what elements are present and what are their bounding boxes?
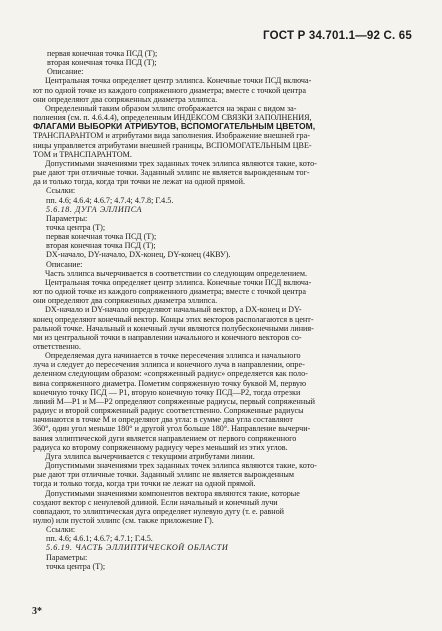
text-line: они определяют два сопряженных диаметра эллипса.	[33, 296, 218, 306]
text-line: Допустимыми значениями трех заданных точек эллипса являются такие, кото-	[45, 461, 317, 471]
text-line: начинаются в точке М и определяют два угла: в сумме два угла составляют	[33, 415, 293, 425]
text-line: деленном следующим образом: «сопряженный радиус» определяется как поло-	[33, 369, 308, 379]
text-line: Параметры:	[46, 213, 88, 223]
text-line: они определяют два сопряженных диаметра эллипса.	[33, 94, 218, 104]
text-line: Ссылки:	[46, 525, 76, 535]
text-line: Центральная точка определяет центр эллипса. Конечные точки ПСД включа-	[45, 76, 312, 86]
text-line: 360°, один угол меньше 180° и другой угол больше 180°. Направление вычерчи-	[33, 424, 311, 434]
text-line: рые дают три отличные точки. Заданный эллипс не является вырожденным	[33, 470, 294, 480]
section-heading: 5.6.18. ДУГА ЭЛЛИПСА	[46, 204, 143, 214]
text-line: ницы управляется атрибутами внешней границы, ВСПОМОГАТЕЛЬНЫМ ЦВЕ-	[33, 140, 312, 150]
text-line: да и только тогда, когда три точки не лежат на одной прямой.	[33, 177, 245, 187]
text-line: Допустимыми значениями компонентов вектора являются такие, которые	[45, 488, 300, 498]
text-line: точка центра (Т);	[46, 561, 106, 571]
text-line: пп. 4.6; 4.6.1; 4.6.7; 4.7.1; Г.4.5.	[46, 534, 153, 544]
document-body	[33, 49, 411, 571]
text-line: ТОМ и ТРАНСПАРАНТОМ.	[33, 149, 132, 159]
text-line: DX-начало, DY-начало, DX-конец, DY-конец (4КВУ).	[46, 250, 231, 260]
text-line: точка центра (Т);	[46, 222, 106, 232]
text-line: радиус и второй сопряженный радиус соответственно. Сопряженные радиусы	[33, 406, 304, 416]
text-line: Параметры:	[46, 552, 88, 562]
text-line: совпадают, то эллиптическая дуга определяет нулевую дугу (т. е. равной	[33, 506, 285, 516]
text-line: конец определяют конечный вектор. Концы этих векторов располагаются в цент-	[33, 314, 314, 324]
text-line: нулю) или пустой эллипс (см. также приложение Г).	[33, 515, 214, 525]
text-line: Допустимыми значениями трех заданных точек эллипса являются такие, кото-	[45, 158, 317, 168]
text-line: ральной точке. Начальный и конечный лучи являются полубесконечными линия-	[33, 323, 314, 333]
text-line: полнения (см. п. 4.6.4.4), определенным ИНДЕКСОМ СВЯЗКИ ЗАПОЛНЕНИЯ,	[33, 113, 312, 123]
text-line: Ссылки:	[46, 186, 76, 196]
text-line: Описание:	[46, 259, 83, 269]
page-mark: 3*	[32, 606, 42, 617]
text-line: первая конечная точка ПСД (Т);	[46, 232, 157, 242]
text-line: ответственно.	[33, 342, 81, 351]
text-line: Определяемая дуга начинается в точке пересечения эллипса и начального	[45, 351, 301, 361]
page-header: ГОСТ Р 34.701.1—92 С. 65	[263, 30, 412, 42]
text-line: вторая конечная точка ПСД (Т);	[46, 241, 156, 251]
text-line: первая конечная точка ПСД (Т);	[47, 49, 158, 58]
text-line: ФЛАГАМИ ВЫБОРКИ АТРИБУТОВ, ВСПОМОГАТЕЛЬНЫМ ЦВЕТОМ,	[33, 121, 316, 132]
text-line: Дуга эллипса вычерчивается с текущими атрибутами линии.	[45, 451, 255, 461]
text-line: ми из центральной точки в направлении начального и конечного векторов со-	[33, 332, 302, 342]
text-line: тогда и только тогда, когда три точки не лежат на одной прямой.	[33, 479, 256, 489]
text-line: луча и следует до пересечения эллипса и конечного луча в направлении, опре-	[33, 360, 305, 370]
text-line: вания эллиптической дуги является направлением от первого сопряженного	[33, 433, 297, 443]
text-line: ТРАНСПАРАНТОМ и атрибутами вида заполнения. Изображение внешней гра-	[33, 131, 310, 141]
section-heading: 5.6.19. ЧАСТЬ ЭЛЛИПТИЧЕСКОЙ ОБЛАСТИ	[46, 543, 229, 553]
text-line: DX-начало и DY-начало определяют начальный вектор, а DX-конец и DY-	[45, 305, 302, 315]
text-line: ют по одной точке из каждого сопряженного диаметра; вместе с точкой центра	[33, 287, 306, 297]
text-line: линий М—Р1 и М—Р2 определяют сопряженные радиусы, первый сопряженный	[33, 396, 316, 406]
text-line: рые дают три отличные точки. Заданный эллипс не является вырожденным тог-	[33, 168, 310, 178]
text-line: вторая конечная точка ПСД (Т);	[47, 58, 157, 68]
text-line: создают вектор с ненулевой длиной. Если начальный и конечный лучи	[33, 497, 278, 507]
text-line: пп. 4.6; 4.6.4; 4.6.7; 4.7.4; 4.7.8; Г.4.5.	[46, 195, 174, 205]
text-line: Центральная точка определяет центр эллипса. Конечные точки ПСД включа-	[45, 277, 312, 287]
text-line: радиуса ко второму сопряженному радиусу через меньший из этих углов.	[33, 442, 288, 452]
text-line: конечную точку ПСД — Р1, вторую конечную точку ПСД—Р2, тогда отрезки	[33, 387, 301, 397]
text-line: ют по одной точке из каждого сопряженного диаметра; вместе с точкой центра	[33, 85, 306, 95]
text-line: вина сопряженного диаметра. Пометим сопряженную точку буквой М, первую	[33, 378, 307, 388]
text-line: Определенный таким образом эллипс отображается на экран с видом за-	[45, 103, 297, 113]
text-line: Часть эллипса вычерчивается в соответствии со следующим определением.	[45, 268, 308, 278]
text-line: Описание:	[47, 67, 84, 77]
